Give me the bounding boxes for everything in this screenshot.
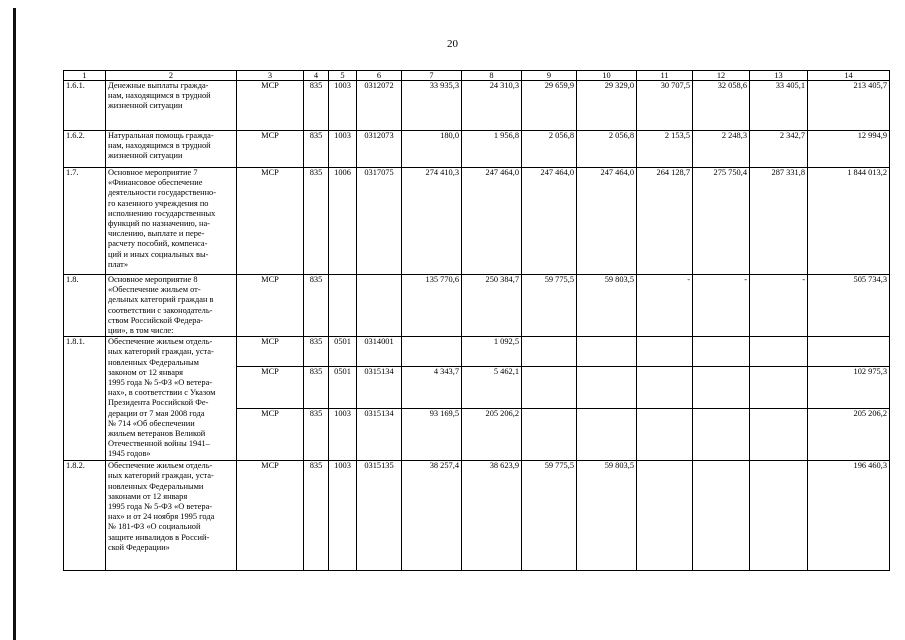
column-header: 10 [577,71,637,81]
page-number: 20 [447,38,458,50]
table-cell [693,337,750,367]
table-cell [750,367,808,409]
table-cell: МСР [237,131,304,168]
table-cell: 247 464,0 [462,168,522,275]
table-cell: 12 994,9 [808,131,890,168]
table-cell [637,409,693,461]
table-cell: 205 206,2 [808,409,890,461]
table-cell [402,337,462,367]
column-header: 2 [106,71,237,81]
table-cell: - [693,275,750,337]
table-cell: - [637,275,693,337]
table-cell: 0501 [329,367,357,409]
table-cell: 1003 [329,131,357,168]
row-number: 1.6.1. [64,81,106,131]
table-cell: 1003 [329,461,357,571]
table-cell [750,409,808,461]
column-number-row [64,71,890,81]
table-cell: 0314001 [357,337,402,367]
table-cell: 33 935,3 [402,81,462,131]
column-header: 14 [808,71,890,81]
row-name: Обеспечение жильем отдель- ных категорий граждан, уста- новленных Федеральными законами от 12 января 1995 года № 5-ФЗ «О ветера- нах» и от 24 ноября 1995 года № 181-ФЗ «О социальной защите инвалидов в Россий- ской Федерации» [106,461,237,571]
column-header: 6 [357,71,402,81]
table-cell: 38 257,4 [402,461,462,571]
table-cell: 38 623,9 [462,461,522,571]
table-cell: 32 058,6 [693,81,750,131]
table-cell [577,367,637,409]
table-cell: 247 464,0 [577,168,637,275]
table-cell: 0501 [329,337,357,367]
table-row [64,275,890,337]
table-cell: 835 [304,367,329,409]
row-number: 1.8.2. [64,461,106,571]
table-cell: 29 659,9 [522,81,577,131]
table-cell: МСР [237,409,304,461]
table-cell [750,461,808,571]
row-number: 1.8.1. [64,337,106,461]
table-cell: 213 405,7 [808,81,890,131]
table-cell: 275 750,4 [693,168,750,275]
table-cell: - [750,275,808,337]
column-header: 11 [637,71,693,81]
table-cell: 2 248,3 [693,131,750,168]
table-cell: 0317075 [357,168,402,275]
table-cell: 30 707,5 [637,81,693,131]
column-header: 3 [237,71,304,81]
table-cell: 1 956,8 [462,131,522,168]
table-cell: 835 [304,337,329,367]
table-cell [637,337,693,367]
table-cell: 2 342,7 [750,131,808,168]
table-cell [329,275,357,337]
row-name: Натуральная помощь гражда- нам, находящимся в трудной жизненной ситуации [106,131,237,168]
table-cell: 2 153,5 [637,131,693,168]
table-cell: 93 169,5 [402,409,462,461]
table-cell: 33 405,1 [750,81,808,131]
table-cell: 247 464,0 [522,168,577,275]
table-cell: 835 [304,275,329,337]
row-name: Денежные выплаты гражда- нам, находящимся в трудной жизненной ситуации [106,81,237,131]
table-cell: 0315134 [357,409,402,461]
table-cell: 180,0 [402,131,462,168]
table-cell: 264 128,7 [637,168,693,275]
table-cell: МСР [237,337,304,367]
table-cell: МСР [237,367,304,409]
table-cell [808,337,890,367]
table-cell: 250 384,7 [462,275,522,337]
table-cell: 2 056,8 [577,131,637,168]
table-row [64,337,890,367]
table-cell: 287 331,8 [750,168,808,275]
table-cell: 1003 [329,409,357,461]
table-cell: 2 056,8 [522,131,577,168]
table-cell: 0312072 [357,81,402,131]
row-name: Основное мероприятие 7 «Финансовое обеспечение деятельности государственно- го казенного учреждения по исполнению государственных функций по назначению, на- числению, выплате и пере- расчету пособий, компенса- ций и иных социальных вы- плат» [106,168,237,275]
table-cell: 135 770,6 [402,275,462,337]
table-cell [750,337,808,367]
table-cell [522,367,577,409]
column-header: 13 [750,71,808,81]
table-cell: 59 803,5 [577,275,637,337]
table-cell: 205 206,2 [462,409,522,461]
table-cell: 835 [304,131,329,168]
budget-table [63,70,890,571]
table-cell [693,461,750,571]
table-cell: 1 844 013,2 [808,168,890,275]
table-cell: 59 775,5 [522,461,577,571]
table-cell: 1006 [329,168,357,275]
table-cell: МСР [237,461,304,571]
row-number: 1.8. [64,275,106,337]
table-cell: 5 462,1 [462,367,522,409]
table-cell: 0315134 [357,367,402,409]
scan-edge-bar [13,8,16,640]
table-row [64,461,890,571]
table-cell: 274 410,3 [402,168,462,275]
table-row [64,131,890,168]
table-cell: 1003 [329,81,357,131]
table-cell: 835 [304,168,329,275]
row-number: 1.6.2. [64,131,106,168]
table-cell: 4 343,7 [402,367,462,409]
table-cell: 835 [304,461,329,571]
row-name: Обеспечение жильем отдель- ных категорий граждан, уста- новленных Федеральным законом от 12 января 1995 года № 5-ФЗ «О ветера- нах», в соответствии с Указом Президента Российской Фе- дерации от 7 мая 2008 года № 714 «Об обеспечении жильем ветеранов Великой Отечественной войны 1941– 1945 годов» [106,337,237,461]
table-cell: 102 975,3 [808,367,890,409]
row-number: 1.7. [64,168,106,275]
row-name: Основное мероприятие 8 «Обеспечение жильем от- дельных категорий граждан в соответствии с законодатель- ством Российской Федера- ции», в том числе: [106,275,237,337]
table-cell: 835 [304,409,329,461]
table-cell: 196 460,3 [808,461,890,571]
column-header: 1 [64,71,106,81]
column-header: 4 [304,71,329,81]
table-cell: 505 734,3 [808,275,890,337]
column-header: 5 [329,71,357,81]
table-cell: 0312073 [357,131,402,168]
table-cell [522,409,577,461]
table-cell: МСР [237,168,304,275]
table-cell [577,409,637,461]
table-cell: 24 310,3 [462,81,522,131]
table-cell [693,409,750,461]
table-cell: МСР [237,275,304,337]
table-cell [637,367,693,409]
table-cell: 0315135 [357,461,402,571]
table-cell: МСР [237,81,304,131]
table-cell: 835 [304,81,329,131]
column-header: 8 [462,71,522,81]
table-cell: 29 329,0 [577,81,637,131]
column-header: 9 [522,71,577,81]
table-cell [357,275,402,337]
table-cell: 1 092,5 [462,337,522,367]
column-header: 12 [693,71,750,81]
table-row [64,81,890,131]
column-header: 7 [402,71,462,81]
table-row [64,168,890,275]
table-cell [577,337,637,367]
table-cell [637,461,693,571]
table-cell: 59 803,5 [577,461,637,571]
table-cell [693,367,750,409]
table-cell: 59 775,5 [522,275,577,337]
table-cell [522,337,577,367]
